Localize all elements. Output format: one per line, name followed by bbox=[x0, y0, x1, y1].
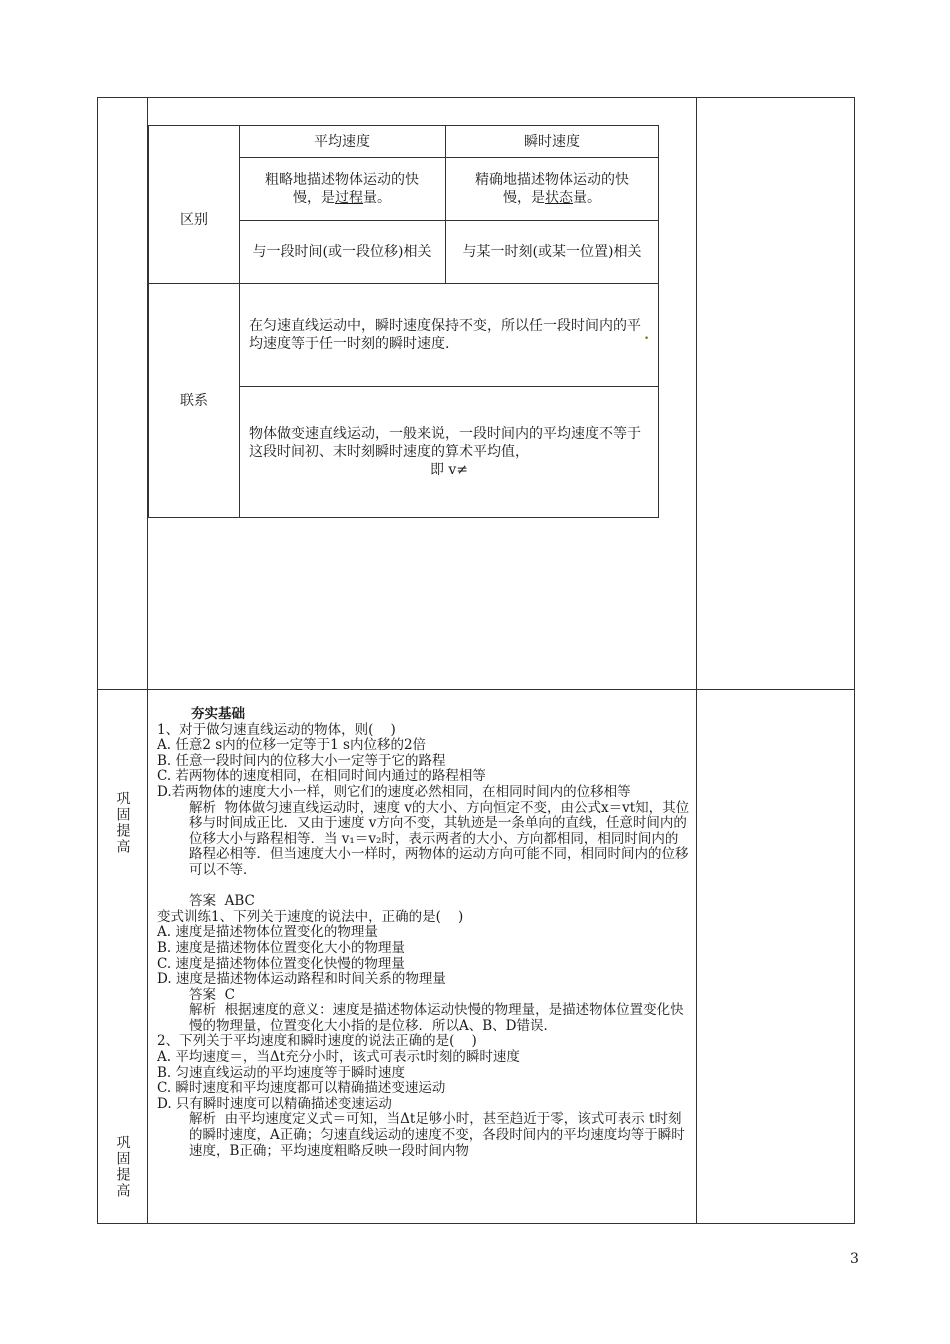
q2-option-c: C. 瞬时速度和平均速度都可以精确描述变速运动 bbox=[157, 1080, 446, 1097]
q2-option-d: D. 只有瞬时速度可以精确描述变速运动 bbox=[157, 1095, 392, 1112]
diff-average-suffix: 量。 bbox=[363, 189, 391, 206]
diff-average-description bbox=[239, 157, 445, 220]
connection-variable bbox=[239, 386, 659, 518]
variant1-option-b: B. 速度是描述物体位置变化大小的物理量 bbox=[157, 939, 406, 956]
page-number: 3 bbox=[850, 1251, 859, 1267]
diff-instant-relation: 与某一时刻(或某一位置)相关 bbox=[462, 243, 642, 260]
connection-variable-formula: 即 v≠ bbox=[429, 462, 469, 478]
diff-average-keyword: 过程 bbox=[335, 189, 363, 206]
diff-average-line1: 粗略地描述物体运动的快 bbox=[265, 171, 419, 188]
q1-analysis: 解析 物体做匀速直线运动时，速度 v的大小、方向恒定不变，由公式x＝vt知，其位移与时间成正比．又由于速度 v方向不变，其轨迹是一条单向的直线，任意时间内的位移大小与路程相等．当 v₁＝v₂时，表示两者的大小、方向都相同，相同时间内的路程必相等．但当速度大小一样时，两物体的运动方向可能不同，相同时间内的位移可以不等． bbox=[189, 799, 690, 878]
variant1-stem: 变式训练1、下列关于速度的说法中，正确的是( ) bbox=[157, 908, 464, 925]
outer-row-divider bbox=[98, 689, 854, 690]
variant1-analysis: 解析 根据速度的意义：速度是描述物体运动快慢的物理量，是描述物体位置变化快慢的物理量，位置变化大小指的是位移．所以A、B、D错误． bbox=[189, 1002, 684, 1034]
variant1-answer: 答案 C bbox=[189, 986, 235, 1003]
section-heading: 夯实基础 bbox=[191, 706, 245, 722]
q1-option-c: C. 若两物体的速度相同，在相同时间内通过的路程相等 bbox=[157, 768, 486, 785]
row-label-difference: 区别 bbox=[180, 212, 208, 228]
q1-option-d: D.若两物体的速度大小一样，则它们的速度必然相同，在相同时间内的位移相等 bbox=[157, 783, 631, 800]
exercise-content bbox=[157, 707, 690, 1159]
variant1-option-d: D. 速度是描述物体运动路程和时间关系的物理量 bbox=[157, 971, 446, 988]
header-average-speed: 平均速度 bbox=[314, 133, 370, 150]
row-label-connection: 联系 bbox=[180, 392, 208, 409]
variant1-option-c: C. 速度是描述物体位置变化快慢的物理量 bbox=[157, 955, 405, 972]
left-label-text-bottom: 巩固提高 bbox=[114, 1135, 131, 1199]
q1-answer: 答案 ABC bbox=[189, 893, 255, 910]
diff-instant-prefix: 慢，是 bbox=[503, 189, 545, 206]
q1-option-b: B. 任意一段时间内的位移大小一定等于它的路程 bbox=[157, 752, 446, 769]
connection-uniform-text: 在匀速直线运动中，瞬时速度保持不变，所以任一段时间内的平均速度等于任一时刻的瞬时速度. bbox=[249, 317, 641, 352]
green-dot-mark: . bbox=[644, 326, 649, 343]
diff-average-line2 bbox=[293, 189, 391, 207]
q2-option-a: A. 平均速度＝，当Δt充分小时，该式可表示t时刻的瞬时速度 bbox=[157, 1049, 520, 1066]
diff-instant-keyword: 状态 bbox=[545, 189, 573, 206]
diff-instant-suffix: 量。 bbox=[573, 189, 601, 206]
diff-instant-line1: 精确地描述物体运动的快 bbox=[475, 171, 629, 188]
header-instant-speed: 瞬时速度 bbox=[524, 133, 580, 150]
comparison-table bbox=[148, 125, 659, 518]
q1-stem: 1、对于做匀速直线运动的物体，则( ) bbox=[157, 721, 396, 738]
diff-average-prefix: 慢，是 bbox=[293, 189, 335, 206]
connection-uniform bbox=[239, 283, 659, 386]
q2-stem: 2、下列关于平均速度和瞬时速度的说法正确的是( ) bbox=[157, 1033, 477, 1050]
left-label-consolidate-top bbox=[98, 791, 147, 861]
q1-option-a: A. 任意2 s内的位移一定等于1 s内位移的2倍 bbox=[157, 737, 427, 754]
outer-col-divider-right bbox=[696, 98, 697, 1223]
connection-variable-text: 物体做变速直线运动，一般来说，一段时间内的平均速度不等于这段时间初、末时刻瞬时速度的算术平均值， bbox=[249, 426, 641, 460]
variant1-option-a: A. 速度是描述物体位置变化的物理量 bbox=[157, 924, 378, 941]
q2-analysis: 解析 由平均速度定义式＝可知，当Δt足够小时，甚至趋近于零，该式可表示 t时刻的瞬时速度，A正确；匀速直线运动的速度不变，各段时间内的平均速度均等于瞬时速度，B正确；平均速度粗略反映一段时间内物 bbox=[189, 1111, 685, 1159]
diff-instant-line2 bbox=[503, 189, 601, 207]
blank-line bbox=[157, 879, 690, 895]
q2-option-b: B. 匀速直线运动的平均速度等于瞬时速度 bbox=[157, 1064, 406, 1081]
diff-average-relation: 与一段时间(或一段位移)相关 bbox=[252, 243, 432, 260]
left-label-consolidate-bottom bbox=[98, 1135, 147, 1205]
left-label-text-top: 巩固提高 bbox=[114, 791, 131, 855]
diff-instant-description bbox=[445, 157, 659, 220]
